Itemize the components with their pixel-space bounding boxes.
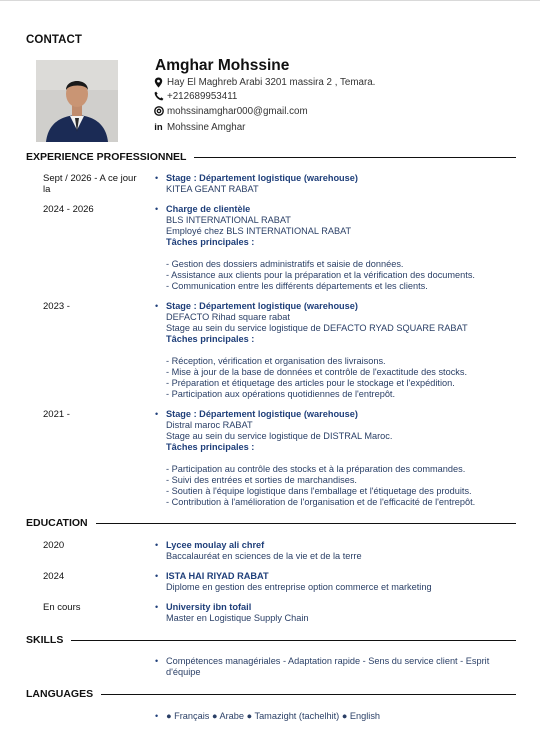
task-item: - Participation aux opérations quotidiennes de l'entrepôt. (166, 389, 396, 399)
experience-entry (166, 173, 358, 195)
skills-heading: SKILLS (26, 634, 64, 646)
education-entry (166, 540, 362, 562)
education-degree: Baccalauréat en sciences de la vie et de la terre (166, 551, 362, 561)
skills-line: Compétences managériales - Adaptation rapide - Sens du service client - Esprit (166, 656, 490, 666)
languages-line: ● Français ● Arabe ● Tamazight (tachelhit) ● English (166, 711, 381, 721)
experience-line: Stage au sein du service logistique de DEFACTO RYAD SQUARE RABAT (166, 323, 468, 333)
task-item: - Participation au contrôle des stocks et à la préparation des commandes. (166, 464, 466, 474)
bullet-dot: • (155, 540, 159, 550)
experience-date: 2021 - (43, 409, 70, 420)
top-divider (0, 0, 540, 1)
bullet-dot: • (155, 301, 159, 311)
task-item: - Communication entre les différents départements et les clients. (166, 281, 428, 291)
experience-date: 2024 - 2026 (43, 204, 94, 215)
phone-text[interactable]: +212689953411 (167, 90, 238, 102)
experience-title: Stage : Département logistique (warehouse) (166, 173, 358, 183)
education-date: En cours (43, 602, 81, 613)
education-school: University ibn tofail (166, 602, 252, 612)
experience-date: 2023 - (43, 301, 70, 312)
education-entry (166, 571, 432, 593)
tasks-label: Tâches principales : (166, 442, 255, 452)
section-rule (101, 694, 516, 695)
person-portrait-icon (36, 60, 118, 142)
skills-line: d'équipe (166, 667, 201, 677)
experience-entry (166, 204, 475, 292)
profile-photo (36, 60, 118, 142)
experience-entry (166, 301, 468, 400)
experience-line: DEFACTO Rihad square rabat (166, 312, 290, 322)
linkedin-text[interactable]: Mohssine Amghar (167, 121, 246, 133)
education-entry (166, 602, 309, 624)
bullet-dot: • (155, 656, 159, 666)
experience-heading: EXPERIENCE PROFESSIONNEL (26, 151, 187, 163)
contact-heading: CONTACT (26, 34, 83, 46)
at-icon (152, 105, 165, 118)
bullet-dot: • (155, 711, 159, 721)
education-degree: Master en Logistique Supply Chain (166, 613, 309, 623)
experience-line: Distral maroc RABAT (166, 420, 253, 430)
skills-entry (166, 656, 489, 678)
education-school: ISTA HAI RIYAD RABAT (166, 571, 269, 581)
section-rule (96, 523, 516, 524)
bullet-dot: • (155, 204, 159, 214)
section-rule (71, 640, 516, 641)
address-text: Hay El Maghreb Arabi 3201 massira 2 , Temara. (167, 76, 376, 88)
languages-heading: LANGUAGES (26, 688, 94, 700)
task-item: - Mise à jour de la base de données et contrôle de l'exactitude des stocks. (166, 367, 468, 377)
education-school: Lycee moulay ali chref (166, 540, 265, 550)
experience-line: KITEA GEANT RABAT (166, 184, 259, 194)
education-degree: Diplome en gestion des entreprise option commerce et marketing (166, 582, 432, 592)
experience-section-header (26, 150, 516, 164)
section-rule (194, 157, 516, 158)
task-item: - Réception, vérification et organisation des livraisons. (166, 356, 386, 366)
bullet-dot: • (155, 409, 159, 419)
education-date: 2024 (43, 571, 65, 582)
bullet-dot: • (155, 602, 159, 612)
education-section-header (26, 516, 516, 530)
languages-entry (166, 711, 380, 722)
education-date: 2020 (43, 540, 65, 551)
experience-title: Stage : Département logistique (warehouse) (166, 301, 358, 311)
contact-linkedin (152, 120, 245, 134)
phone-icon (152, 90, 165, 103)
contact-phone (152, 89, 237, 103)
experience-title: Charge de clientèle (166, 204, 251, 214)
experience-entry (166, 409, 475, 508)
tasks-label: Tâches principales : (166, 237, 255, 247)
candidate-name: Amghar Mohssine (155, 57, 290, 74)
tasks-label: Tâches principales : (166, 334, 255, 344)
linkedin-icon: in (154, 121, 163, 133)
bullet-dot: • (155, 173, 159, 183)
task-item: - Soutien à l'équipe logistique dans l'emballage et l'étiquetage des produits. (166, 486, 472, 496)
contact-email (152, 104, 308, 118)
task-item: - Assistance aux clients pour la préparation et la vérification des documents. (166, 270, 475, 280)
education-heading: EDUCATION (26, 517, 88, 529)
skills-section-header (26, 633, 516, 647)
email-text[interactable]: mohssinamghar000@gmail.com (167, 105, 308, 117)
languages-section-header (26, 687, 516, 701)
contact-address (152, 75, 375, 89)
experience-title: Stage : Département logistique (warehouse) (166, 409, 358, 419)
task-item: - Suivi des entrées et sorties de marchandises. (166, 475, 357, 485)
experience-line: Stage au sein du service logistique de DISTRAL Maroc. (166, 431, 393, 441)
task-item: - Gestion des dossiers administratifs et saisie de données. (166, 259, 404, 269)
location-pin-icon (152, 76, 165, 89)
experience-line: Employé chez BLS INTERNATIONAL RABAT (166, 226, 352, 236)
experience-line: BLS INTERNATIONAL RABAT (166, 215, 291, 225)
experience-date: Sept / 2026 - A ce jour la (43, 173, 137, 195)
task-item: - Préparation et étiquetage des articles pour le stockage et l'expédition. (166, 378, 455, 388)
task-item: - Contribution à l'amélioration de l'organisation et de l'efficacité de l'entrepôt. (166, 497, 476, 507)
bullet-dot: • (155, 571, 159, 581)
